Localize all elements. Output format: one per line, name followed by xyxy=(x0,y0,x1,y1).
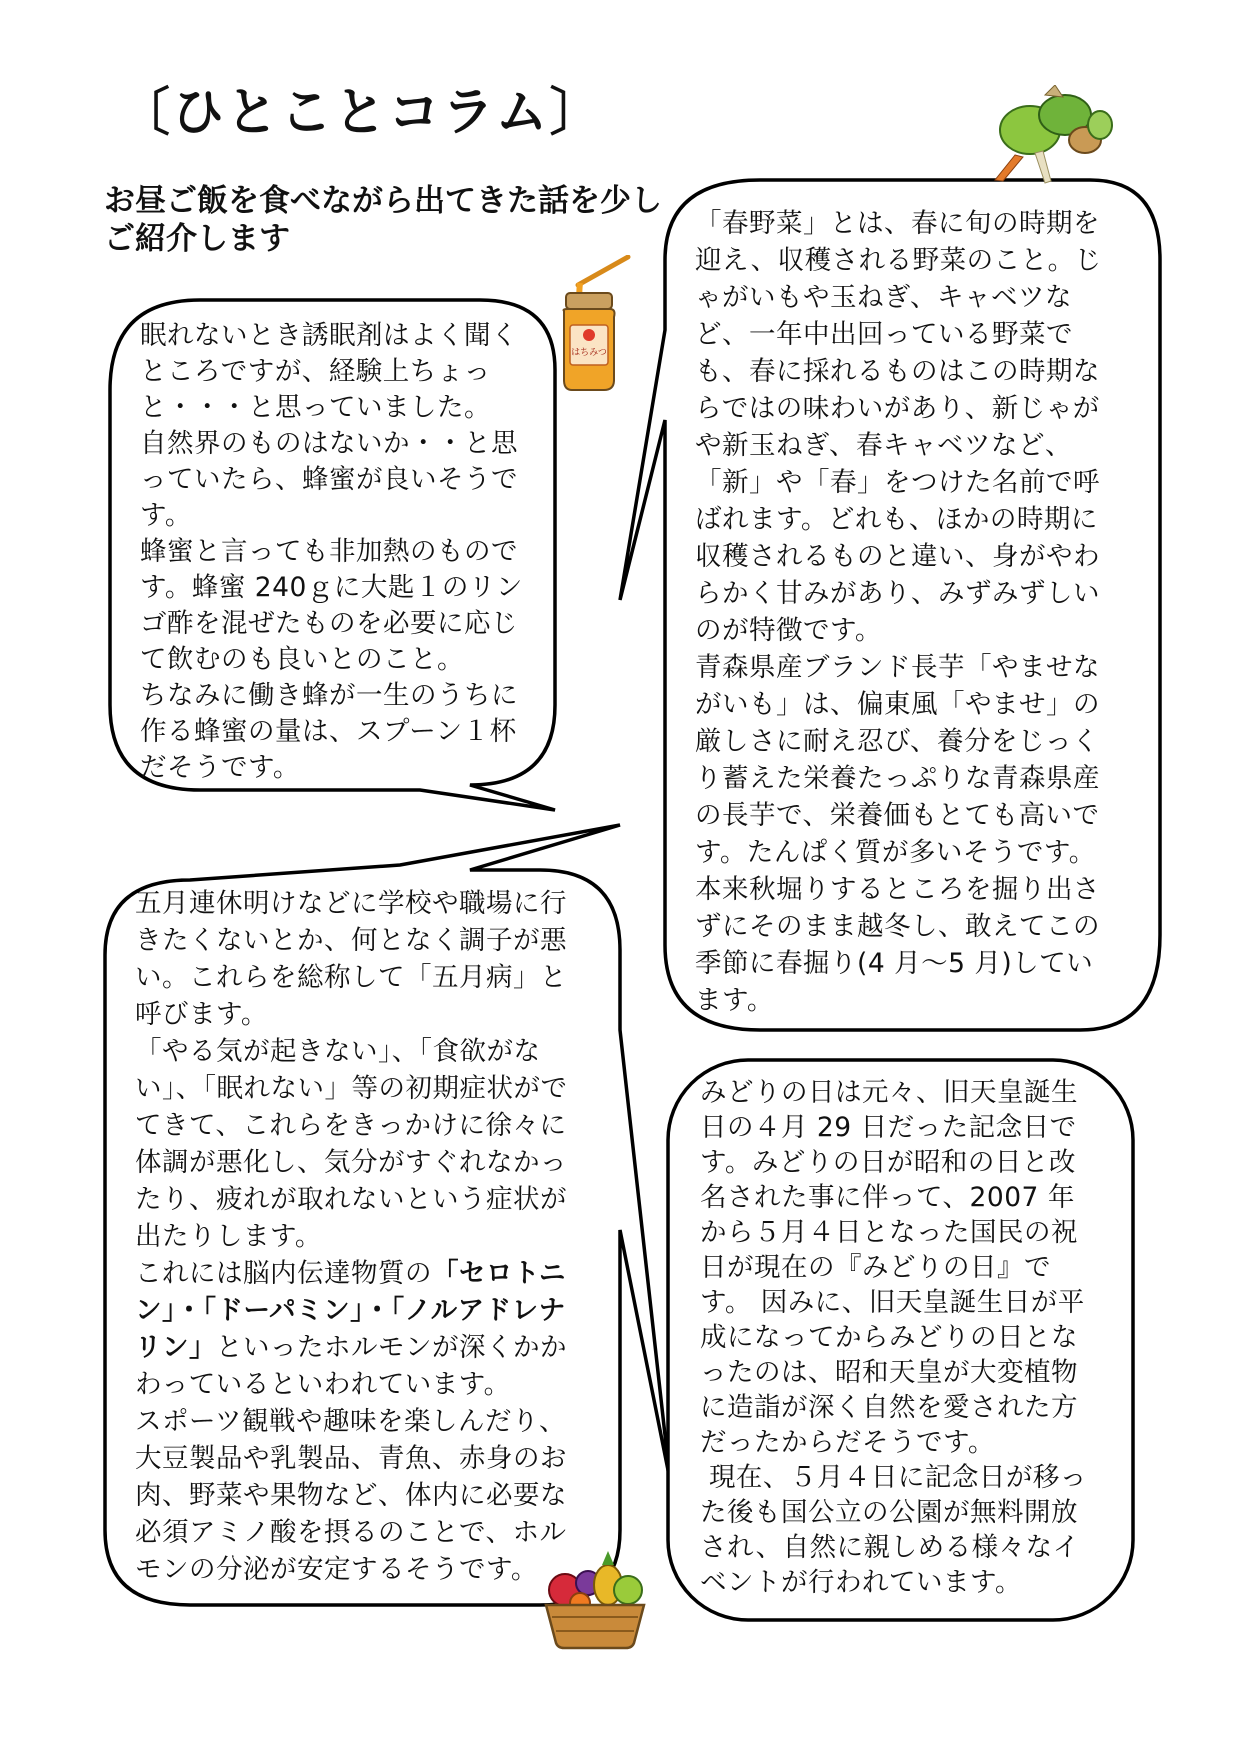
page-subtitle: お昼ご飯を食べながら出てきた話を少しご紹介します xyxy=(104,183,662,257)
bubble-greenery-text: みどりの日は元々、旧天皇誕生 日の４月 29 日だった記念日で す。みどりの日が昭和の日と改 名された事に伴って、2007 年 から５月４日となった国民の祝 日が現在の『みどりの日』で す。 因みに、旧天皇誕生日が平 成になってからみどりの日とな ったのは、昭和天皇が大変植物 に造詣が深く自然を愛された方 だったからだそうです。 現在、５月４日に記念日が移っ た後も国公立の公園が無料開放 され、自然に親しめる様々なイ ベントが行われています。 xyxy=(700,1077,1087,1598)
bubble-sleep-text: 眠れないとき誘眠剤はよく聞く ところですが、経験上ちょっ と・・・と思っていました。 自然界のものはないか・・と思 っていたら、蜂蜜が良いそうで す。 蜂蜜と言っても非加熱のもので す。蜂蜜 240ｇに大匙１のリン ゴ酢を混ぜたものを必要に応じ て飲むのも良いとのこと。 ちなみに働き蜂が一生のうちに 作る蜂蜜の量は、スプーン１杯 だそうです。 xyxy=(140,320,523,783)
bubble-may-text xyxy=(135,885,568,1588)
may-text-part2: といったホルモンが深くかか わっているといわれています。 スポーツ観戦や趣味を楽しんだり、 大豆製品や乳製品、青魚、赤身のお 肉、野菜や果物など、体内に必要な 必須アミノ酸を摂るのことで、ホル モンの分泌が安定するそうです。 xyxy=(135,1332,567,1585)
may-text-part1: 五月連休明けなどに学校や職場に行 きたくないとか、何となく調子が悪 い。これらを総称して「五月病」と 呼びます。 「やる気が起きない」、「食欲がな い」、「眠れない」等の初期症状がで てきて、これらをきっかけに徐々に 体調が悪化し、気分がすぐれなかっ たり、疲れが取れないという症状が 出たりします。 これには脳内伝達物質の xyxy=(135,888,568,1289)
fruit-basket-icon xyxy=(540,1545,650,1650)
honey-jar-icon xyxy=(558,255,633,395)
may-hormone-names: 「セロトニ ン」・「ドーパミン」・「ノルアドレナ リン」 xyxy=(135,1258,566,1363)
bubble-spring-text: 「春野菜」とは、春に旬の時期を 迎え、収穫される野菜のこと。じ ゃがいもや玉ねぎ、キャベツな ど、一年中出回っている野菜で も、春に採れるものはこの時期な らではの味わいがあり、新じゃが や新玉ねぎ、春キャベツなど、 「新」や「春」をつけた名前で呼 ばれます。どれも、ほかの時期に 収穫されるものと違い、身がやわ らかく甘みがあり、みずみずしい のが特徴です。 青森県産ブランド長芋「やませな がいも」は、偏東風「やませ」の 厳しさに耐え忍び、養分をじっく り蓄えた栄養たっぷりな青森県産 の長芋で、栄養価もとても高いで す。たんぱく質が多いそうです。 本来秋堀りするところを掘り出さ ずにそのまま越冬し、敢えてこの 季節に春掘り(4 月～5 月)してい ます。 xyxy=(695,208,1102,1016)
honey-label: はちみつ xyxy=(571,348,607,358)
vegetables-icon xyxy=(985,85,1115,185)
page-title: 〔ひとことコラム〕 xyxy=(118,83,604,143)
